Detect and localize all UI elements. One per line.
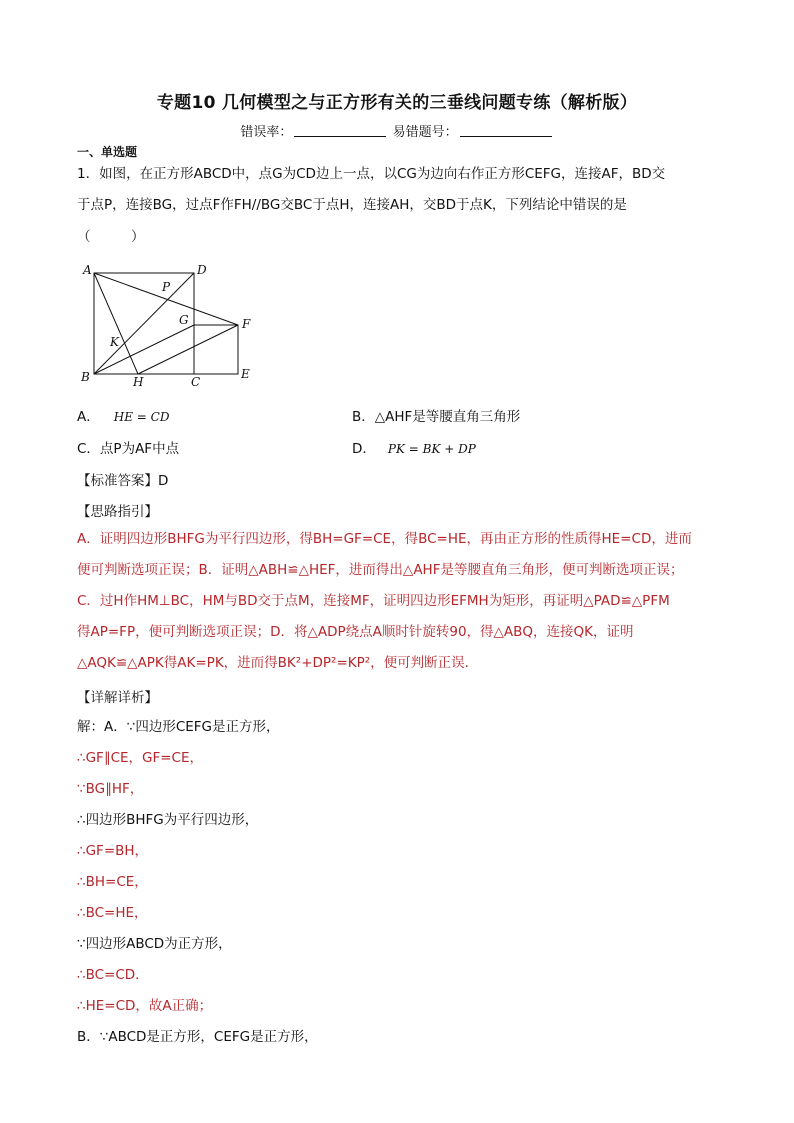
- label-e: E: [241, 367, 250, 381]
- detail-step-1: 解：A．∵四边形CEFG是正方形，: [77, 719, 280, 735]
- option-a-label: A．: [77, 409, 100, 425]
- option-b[interactable]: B．△AHF是等腰直角三角形: [352, 409, 521, 425]
- error-number-blank[interactable]: [460, 124, 552, 137]
- detail-step-2: ∴GF∥CE，GF=CE，: [77, 750, 204, 766]
- page-title: 专题10 几何模型之与正方形有关的三垂线问题专练（解析版）: [156, 93, 638, 113]
- error-number-label: 易错题号：: [392, 125, 458, 140]
- detail-step-5: ∴GF=BH，: [77, 843, 149, 859]
- segment-ah: [94, 273, 138, 374]
- detail-step-4: ∴四边形BHFG为平行四边形，: [77, 812, 259, 828]
- question-line-3: （ ）: [77, 229, 145, 245]
- option-a-expr: HE = CD: [113, 410, 170, 424]
- label-p: P: [162, 280, 171, 294]
- question-line-2: 于点P，连接BG，过点F作FH//BG交BC于点H，连接AH，交BD于点K，下列结论中错误的是: [77, 197, 627, 213]
- error-rate-label: 错误率：: [240, 125, 293, 140]
- segment-bg: [94, 325, 194, 374]
- hint-line-4: 得AP=FP，便可判断选项正误；D．将△ADP绕点A顺时针旋转90，得△ABQ，连接QK，证明: [77, 624, 634, 640]
- label-f: F: [242, 317, 251, 331]
- label-k: K: [110, 335, 119, 349]
- option-d-label: D．: [352, 441, 376, 457]
- detail-step-8: ∵四边形ABCD为正方形，: [77, 936, 232, 952]
- detail-label: 【详解详析】: [77, 690, 158, 706]
- label-g: G: [179, 313, 189, 327]
- section-heading: 一、单选题: [77, 145, 138, 159]
- detail-step-11: B．∵ABCD是正方形，CEFG是正方形，: [77, 1029, 318, 1045]
- segment-hf: [138, 325, 238, 374]
- hint-line-3: C．过H作HM⊥BC，HM与BD交于点M，连接MF，证明四边形EFMH为矩形，再证明△PAD≌△PFM: [77, 593, 670, 609]
- label-b: B: [81, 370, 90, 384]
- label-h: H: [133, 375, 144, 389]
- option-c[interactable]: C．点P为AF中点: [77, 441, 180, 457]
- error-rate-line: [0, 121, 794, 140]
- hint-line-5: △AQK≌△APK得AK=PK，进而得BK²+DP²=KP²，便可判断正误．: [77, 655, 479, 671]
- square-cefg: [194, 325, 238, 374]
- answer-label: 【标准答案】D: [77, 473, 169, 489]
- label-c: C: [191, 375, 201, 389]
- hint-line-2: 便可判断选项正误；B．证明△ABH≌△HEF，进而得出△AHF是等腰直角三角形，便可判断选项正误；: [77, 562, 684, 578]
- detail-step-3: ∵BG∥HF，: [77, 781, 144, 797]
- detail-step-7: ∴BC=HE，: [77, 905, 148, 921]
- geometry-figure: [77, 258, 267, 390]
- detail-step-6: ∴BH=CE，: [77, 874, 148, 890]
- detail-step-9: ∴BC=CD．: [77, 967, 149, 983]
- option-a[interactable]: [77, 405, 169, 425]
- detail-step-10: ∴HE=CD，故A正确；: [77, 998, 213, 1014]
- hint-label: 【思路指引】: [77, 504, 158, 520]
- label-a: A: [83, 263, 92, 277]
- option-d-expr: PK = BK + DP: [387, 442, 476, 456]
- option-d[interactable]: [352, 437, 476, 457]
- hint-line-1: A．证明四边形BHFG为平行四边形，得BH=GF=CE，得BC=HE，再由正方形的性质得HE=CD，进而: [77, 531, 692, 547]
- question-line-1: 1．如图，在正方形ABCD中，点G为CD边上一点，以CG为边向右作正方形CEFG，连接AF，BD交: [77, 166, 666, 182]
- error-rate-blank[interactable]: [294, 124, 386, 137]
- label-d: D: [197, 263, 207, 277]
